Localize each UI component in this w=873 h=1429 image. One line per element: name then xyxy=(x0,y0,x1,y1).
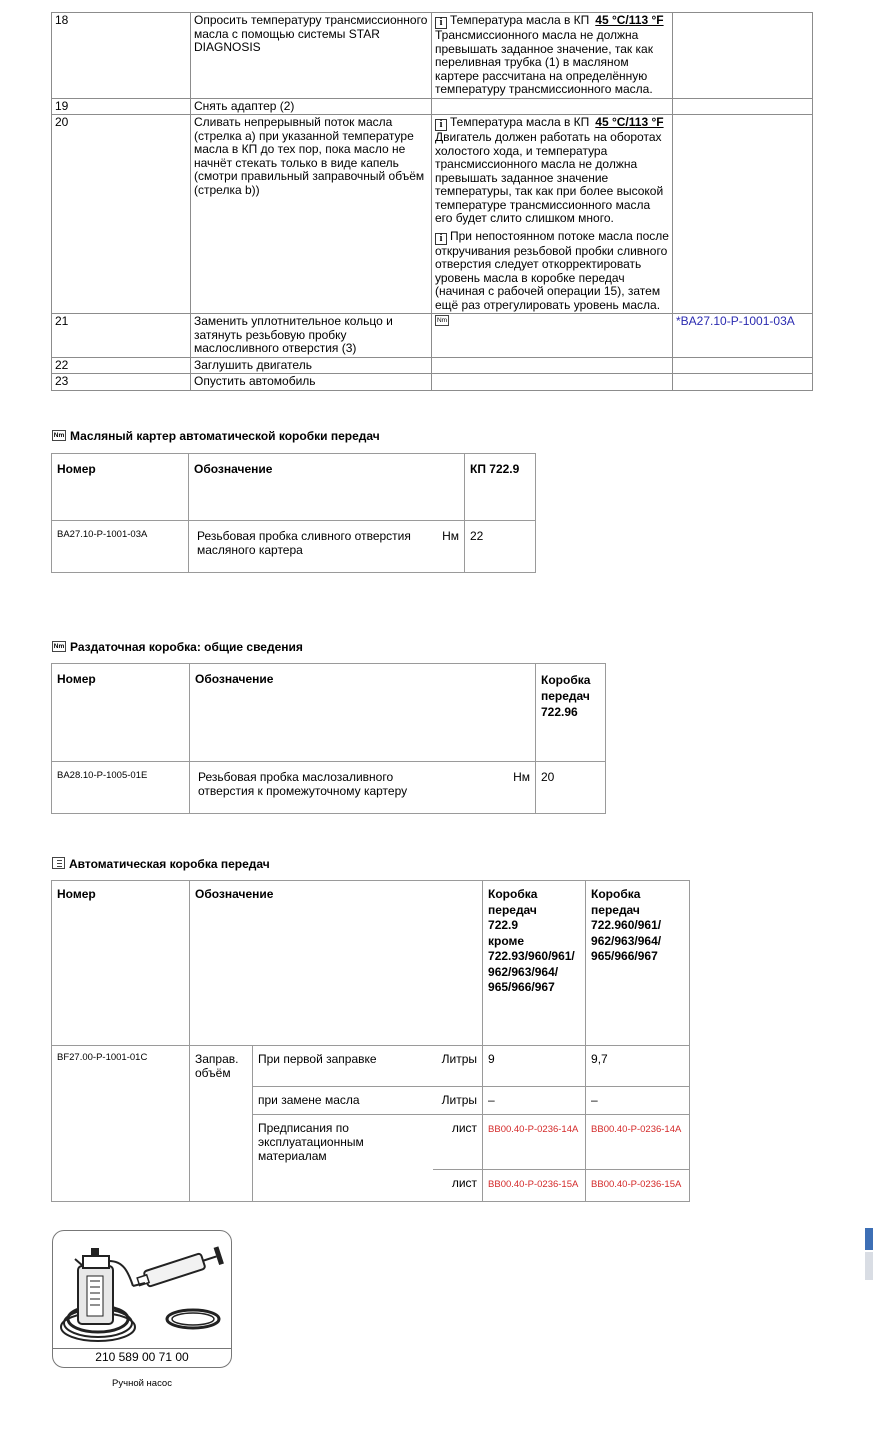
row-label: При первой заправке xyxy=(253,1046,433,1087)
torque-icon: Nm xyxy=(53,643,65,650)
table-row xyxy=(52,762,606,814)
step-reference xyxy=(673,374,813,391)
note-temperature: 45 °C/113 °F xyxy=(595,13,664,27)
table-row xyxy=(52,1046,690,1087)
section-title: Автоматическая коробка передач xyxy=(69,857,270,871)
step-notes xyxy=(432,98,673,115)
row-value: – xyxy=(483,1087,586,1115)
step-notes xyxy=(432,115,673,314)
header-line: 965/966/967 xyxy=(488,980,555,994)
step-reference xyxy=(673,13,813,99)
row-value-cell xyxy=(586,1115,690,1170)
header-line: кроме xyxy=(488,933,525,948)
section-title: Масляный картер автоматической коробки передач xyxy=(70,429,380,443)
oil-pan-torque-table xyxy=(51,453,536,573)
header-designation: Обозначение xyxy=(190,881,483,1046)
row-label: при замене масла xyxy=(253,1087,433,1115)
note-text: Двигатель должен работать на оборотах холостого хода, и температура трансмиссионного масла не должна превышать заданное значение температуры, так как при более высокой температуре трансмиссионного масла его будет слито слишком много. xyxy=(435,130,664,225)
header-gearbox xyxy=(536,664,606,762)
step-reference xyxy=(673,98,813,115)
step-notes xyxy=(432,374,673,391)
note-label: Температура масла в КП xyxy=(450,13,590,27)
step-action: Снять адаптер (2) xyxy=(191,98,432,115)
section-heading-oil-pan xyxy=(52,429,380,443)
header-designation: Обозначение xyxy=(190,664,536,762)
torque-icon: Nm xyxy=(53,432,65,439)
gearbox-fill-capacity-table xyxy=(51,880,690,1202)
step-notes xyxy=(432,314,673,358)
spec-unit: Нм xyxy=(442,529,459,543)
header-line: 965/966/967 xyxy=(591,949,658,963)
step-number: 18 xyxy=(52,13,191,99)
operating-fluids-link[interactable]: BB00.40-P-0236-15A xyxy=(488,1179,579,1190)
window-edge-fragment xyxy=(865,1228,873,1280)
operating-fluids-link[interactable]: BB00.40-P-0236-14A xyxy=(488,1124,579,1135)
row-label xyxy=(253,1170,433,1202)
step-notes xyxy=(432,357,673,374)
fluid-list-icon xyxy=(52,857,65,869)
section-title: Раздаточная коробка: общие сведения xyxy=(70,640,303,654)
header-line: 722.93/960/961/ xyxy=(488,949,575,963)
note-text: Трансмиссионного масла не должна превышать заданное значение, так как переливная трубка (1) в масляном картере рассчитана на определённую температуру трансмиссионного масла. xyxy=(435,28,653,96)
spec-description-cell xyxy=(190,762,536,814)
table-row xyxy=(52,521,536,573)
info-icon: i xyxy=(435,233,447,245)
table-row xyxy=(52,357,813,374)
header-line: 962/963/964/ xyxy=(488,964,559,979)
step-action: Опустить автомобиль xyxy=(191,374,432,391)
header-number: Номер xyxy=(52,881,190,1046)
operating-fluids-link[interactable]: BB00.40-P-0236-14A xyxy=(591,1124,682,1135)
note-temperature: 45 °C/113 °F xyxy=(595,115,664,129)
step-action: Заменить уплотнительное кольцо и затянуть резьбовую пробку маслосливного отверстия (3) xyxy=(191,314,432,358)
row-label: Предписания по эксплуатационным материалам xyxy=(253,1115,433,1170)
spec-description: Резьбовая пробка сливного отверстия масляного картера xyxy=(197,529,411,557)
row-value: 9,7 xyxy=(586,1046,690,1087)
header-number: Номер xyxy=(52,664,190,762)
special-tool-card[interactable] xyxy=(52,1230,232,1368)
section-heading-automatic-gearbox xyxy=(52,857,270,871)
table-row xyxy=(52,314,813,358)
spec-number: BA27.10-P-1001-03A xyxy=(52,521,189,573)
spec-value: 20 xyxy=(536,762,606,814)
note-text: При непостоянном потоке масла после откручивания резьбовой пробки сливного отверстия следует откорректировать уровень масла в коробке передач (начиная с рабочей операции 15), затем ещё раз отрегулировать уровень масла. xyxy=(435,228,669,312)
spec-unit: Нм xyxy=(513,770,530,784)
hand-pump-illustration xyxy=(53,1231,232,1349)
spec-value: 22 xyxy=(465,521,536,573)
transfer-case-torque-table xyxy=(51,663,606,814)
header-gearbox-722-9 xyxy=(483,881,586,1046)
table-row xyxy=(52,98,813,115)
spec-description: Резьбовая пробка маслозаливного отверстия к промежуточному картеру xyxy=(198,770,408,798)
table-row xyxy=(52,374,813,391)
note-label: Температура масла в КП xyxy=(450,115,590,129)
torque-icon: Nm xyxy=(436,317,448,324)
step-action: Сливать непрерывный поток масла (стрелка a) при указанной температуре масла в КП до тех пор, пока масло не начнёт стекать только в виде капель (смотри правильный заправочный объём (стрелка b)) xyxy=(191,115,432,314)
tool-part-number: 210 589 00 71 00 xyxy=(53,1348,231,1367)
spec-number: BF27.00-P-1001-01C xyxy=(52,1046,190,1202)
procedure-steps-table xyxy=(51,12,813,391)
tool-caption: Ручной насос xyxy=(112,1378,172,1389)
header-gearbox-model: 722.96 xyxy=(541,705,578,719)
step-notes xyxy=(432,13,673,99)
table-header-row xyxy=(52,454,536,521)
header-line: 722.9 xyxy=(488,918,519,932)
torque-spec-link[interactable]: *BA27.10-P-1001-03A xyxy=(676,314,795,328)
header-line: Коробка передач xyxy=(591,887,641,917)
spec-number: BA28.10-P-1005-01E xyxy=(52,762,190,814)
header-line: 722.960/961/ xyxy=(591,918,662,932)
step-number: 22 xyxy=(52,357,191,374)
step-number: 21 xyxy=(52,314,191,358)
table-row xyxy=(52,13,813,99)
row-value-cell xyxy=(586,1170,690,1202)
table-header-row xyxy=(52,881,690,1046)
info-icon: i xyxy=(435,17,447,29)
table-header-row xyxy=(52,664,606,762)
row-value-cell xyxy=(483,1170,586,1202)
fill-volume-group: Заправ. объём xyxy=(190,1046,253,1202)
header-gearbox: КП 722.9 xyxy=(465,454,536,521)
row-value: – xyxy=(586,1087,690,1115)
row-unit: Литры xyxy=(433,1087,483,1115)
step-number: 20 xyxy=(52,115,191,314)
section-heading-transfer-case xyxy=(52,640,303,654)
header-designation: Обозначение xyxy=(189,454,465,521)
table-row xyxy=(52,115,813,314)
step-reference xyxy=(673,357,813,374)
step-action: Опросить температуру трансмиссионного масла с помощью системы STAR DIAGNOSIS xyxy=(191,13,432,99)
header-number: Номер xyxy=(52,454,189,521)
operating-fluids-link[interactable]: BB00.40-P-0236-15A xyxy=(591,1179,682,1190)
step-reference xyxy=(673,314,813,358)
step-number: 23 xyxy=(52,374,191,391)
row-value-cell xyxy=(483,1115,586,1170)
row-unit: лист xyxy=(433,1115,483,1170)
spec-description-cell xyxy=(189,521,465,573)
row-value: 9 xyxy=(483,1046,586,1087)
info-icon: i xyxy=(435,119,447,131)
header-gearbox-722-96x xyxy=(586,881,690,1046)
step-number: 19 xyxy=(52,98,191,115)
header-gearbox-label: Коробка передач xyxy=(541,673,591,703)
row-unit: лист xyxy=(433,1170,483,1202)
step-reference xyxy=(673,115,813,314)
row-unit: Литры xyxy=(433,1046,483,1087)
header-line: 962/963/964/ xyxy=(591,933,662,948)
step-action: Заглушить двигатель xyxy=(191,357,432,374)
header-line: Коробка передач xyxy=(488,887,538,917)
